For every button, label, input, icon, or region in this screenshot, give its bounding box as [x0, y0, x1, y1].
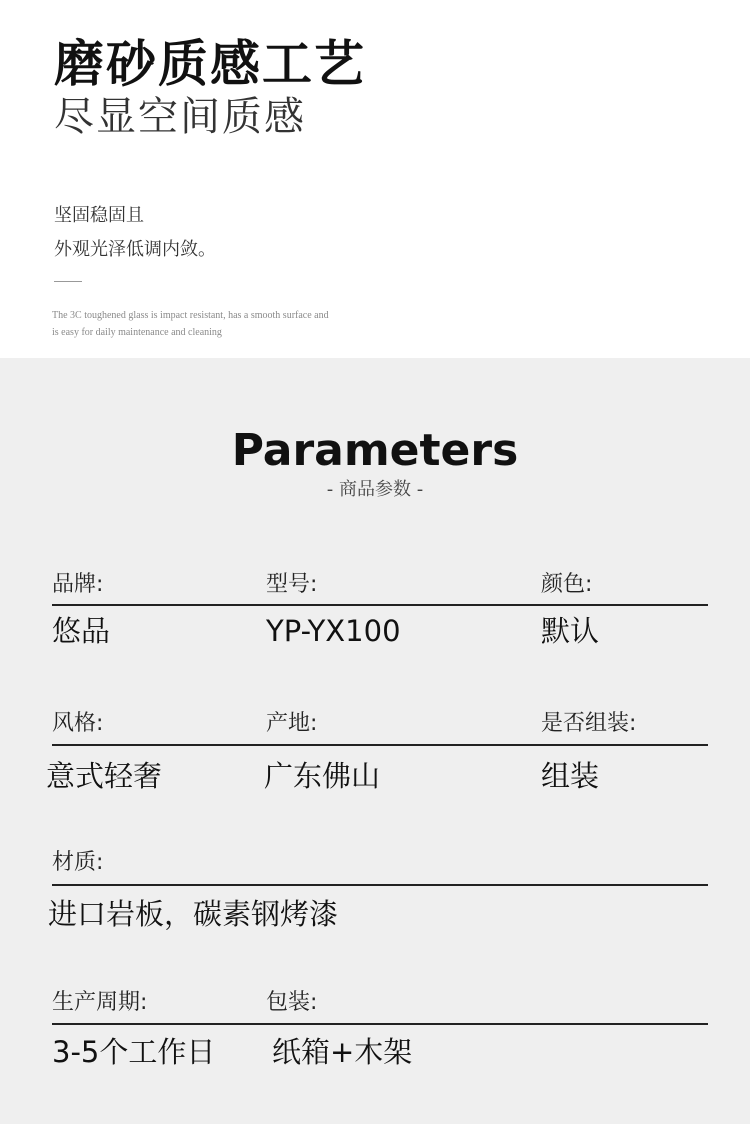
intro-section	[0, 0, 750, 358]
description-line-1: 坚固稳固且	[54, 205, 144, 226]
row-divider	[52, 884, 708, 886]
divider-dash	[54, 281, 82, 282]
parameters-title: Parameters	[231, 425, 519, 476]
page-subtitle: 尽显空间质感	[54, 94, 306, 140]
description-line-2: 外观光泽低调内敛。	[54, 239, 216, 260]
row-divider	[52, 1023, 708, 1025]
assembly-label: 是否组装:	[541, 711, 637, 736]
parameters-subtitle: - 商品参数 -	[326, 479, 424, 500]
color-label: 颜色:	[541, 572, 593, 597]
page-title: 磨砂质感工艺	[54, 35, 366, 93]
row-divider	[52, 604, 708, 606]
production-cycle-value: 3-5个工作日	[52, 1035, 216, 1069]
style-value: 意式轻奢	[46, 759, 163, 793]
brand-label: 品牌:	[52, 572, 104, 597]
parameters-section	[0, 358, 750, 1124]
packaging-value: 纸箱+木架	[272, 1035, 413, 1069]
model-label: 型号:	[266, 572, 318, 597]
english-description-line-1: The 3C toughened glass is impact resistant, has a smooth surface and	[52, 310, 329, 321]
assembly-value: 组装	[541, 759, 600, 793]
style-label: 风格:	[52, 711, 104, 736]
model-value: YP-YX100	[266, 614, 401, 648]
material-label: 材质:	[52, 850, 104, 875]
material-value: 进口岩板，碳素钢烤漆	[48, 897, 339, 931]
origin-value: 广东佛山	[264, 759, 381, 793]
production-cycle-label: 生产周期:	[52, 990, 148, 1015]
english-description-line-2: is easy for daily maintenance and cleaning	[52, 327, 222, 338]
origin-label: 产地:	[266, 711, 318, 736]
packaging-label: 包装:	[266, 990, 318, 1015]
row-divider	[52, 744, 708, 746]
color-value: 默认	[541, 614, 600, 648]
brand-value: 悠品	[52, 614, 111, 648]
